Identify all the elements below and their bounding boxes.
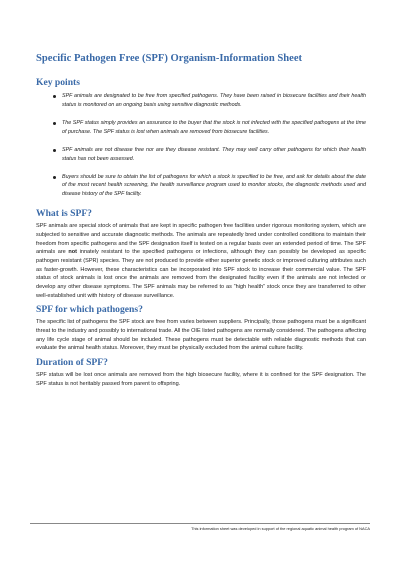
list-item [36, 92, 366, 109]
key-point-text: SPF animals are not disease free nor are they disease resistant. They may well carry other pathogens for which their health status has not been assessed. [62, 146, 366, 162]
what-is-spf-heading: What is SPF? [36, 208, 92, 220]
bullet-icon [53, 176, 56, 179]
key-points-heading: Key points [36, 77, 80, 88]
document-title: Specific Pathogen Free (SPF) Organism-Information Sheet [36, 53, 303, 64]
key-points-list [36, 92, 366, 199]
duration-heading: Duration of SPF? [36, 356, 108, 368]
spf-pathogens-paragraph: The specific list of pathogens the SPF stock are free from varies between suppliers. Principally, those pathogens must be a significant threat to the industry and possibly to international trade. All the OIE listed pathogens are normally considered. The pathogens affecting any life cycle stage of animal should be included. These pathogens must be detectable with reliable diagnostic methods that can evaluate the animal health status. Moreover, they must be physically excluded from the animal culture facility. [36, 319, 366, 352]
key-point-text: Buyers should be sure to obtain the list of pathogens for which a stock is specified to be free, and ask for details about the date of the most recent health screening, the health surveillance program used to monitor stocks, the diagnostic methods used and disease history of the SPF facility. [62, 173, 366, 198]
list-item [36, 146, 366, 163]
key-point-text: SPF animals are designated to be free from specified pathogens. They have been raised in biosecure facilities and their health status is monitored on an ongoing basis using sensitive diagnostic methods. [62, 93, 366, 108]
paragraph-text-part-1: SPF animals are special stock of animals that are kept in specific pathogen free facilities under rigorous monitoring system, which are subjected to sensitive and accurate diagnostic methods. The animals are repeatedly bred under controlled conditions to maintain their freedom from specific pathogens and the SPF designation itself is tested on a regular basis over an extended period of time. The SPF animals are [36, 223, 366, 256]
key-point-text: The SPF status simply provides an assurance to the buyer that the stock is not infected with the specified pathogens at the time of purchase. The SPF status is lost when animals are removed from biosecure facilities. [62, 119, 366, 135]
paragraph-text-part-2: innately resistant to the specified pathogens or infections, although they can possibly be developed as specific pathogen resistant (SPR) species. They are not produced to provide either superior genetic stock or improved culturing attributes such as faster-growth. However, these characteristics can be incorporated into SPF stock to increase their commercial value. The SPF status of stock animals is lost once the animals are removed from the designated facility even if the animals are not infected or develop any other disease symptoms. The SPF animals may be referred to as “high health” stock once they are transferred to other well-established unit with history of disease surveillance. [36, 249, 366, 299]
bullet-icon [53, 95, 56, 98]
list-item [36, 119, 366, 136]
duration-paragraph: SPF status will be lost once animals are removed from the high biosecure facility, where it is confined for the SPF designation. The SPF status is not heritably passed from parent to offspring. [36, 371, 366, 387]
what-is-spf-section [36, 208, 366, 300]
bullet-icon [53, 149, 56, 152]
list-item [36, 173, 366, 199]
emphasis-not: not [68, 249, 78, 256]
what-is-spf-paragraph [36, 222, 366, 300]
footer-divider [30, 523, 370, 524]
spf-pathogens-section [36, 304, 366, 353]
spf-pathogens-heading: SPF for which pathogens? [36, 304, 143, 316]
duration-section [36, 357, 366, 388]
key-points-section [36, 77, 366, 199]
footer-note: This information sheet was developed in support of the regional aquatic animal health program of NACA [191, 526, 370, 531]
bullet-icon [53, 122, 56, 125]
document-body [36, 52, 366, 388]
